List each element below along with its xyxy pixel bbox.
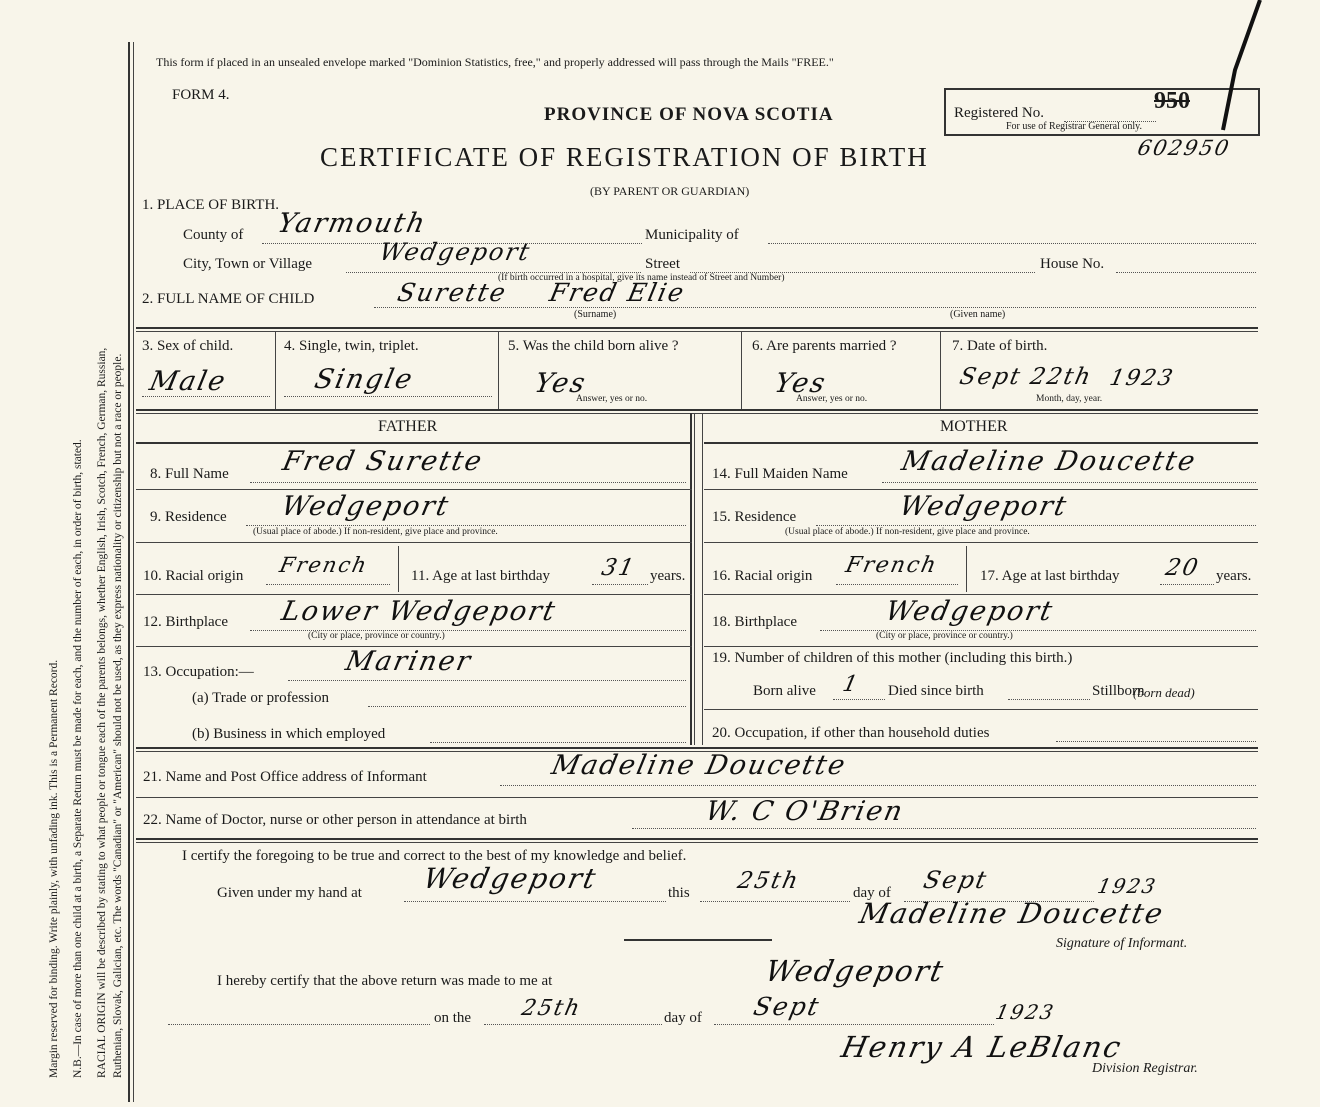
registrar-year-value: 1923 — [993, 1000, 1058, 1024]
given-day-line — [700, 901, 850, 902]
municipality-line — [768, 243, 1256, 244]
margin-note-racial-origin-1: RACIAL ORIGIN will be described by stating to what people or tongue each of the parents belongs, whether English, Irish, Scotch, French, German, Russian, — [96, 347, 108, 1078]
given-day-label: day of — [853, 885, 891, 901]
house-number-line — [1116, 272, 1256, 273]
father-racial-age-divider — [398, 546, 399, 592]
father-name-value: Fred Surette — [279, 446, 487, 477]
father-name-line — [250, 482, 686, 483]
registrar-month-line — [714, 1024, 994, 1025]
child-name-line — [374, 307, 1256, 308]
mother-birthplace-label: 18. Birthplace — [712, 614, 797, 630]
given-this-label: this — [668, 885, 690, 901]
given-place-value: Wedgeport — [420, 862, 601, 895]
father-business-label: (b) Business in which employed — [192, 726, 386, 742]
father-name-label: 8. Full Name — [150, 466, 229, 482]
signature-short-rule — [624, 939, 772, 941]
margin-rule-inner — [133, 42, 134, 1102]
divider-6-7 — [940, 331, 941, 409]
mother-racial-age-divider — [966, 546, 967, 592]
parents-married-label: 6. Are parents married ? — [752, 338, 897, 354]
father-birthplace-label: 12. Birthplace — [143, 614, 228, 630]
father-residence-line — [246, 525, 686, 526]
father-heading-rule — [136, 442, 692, 444]
mother-rule-4 — [704, 646, 1258, 647]
father-rule-2 — [136, 542, 692, 543]
date-of-birth-label: 7. Date of birth. — [952, 338, 1048, 354]
mother-birthplace-value: Wedgeport — [882, 596, 1057, 627]
mother-rule-2 — [704, 542, 1258, 543]
born-alive-value: Yes — [531, 368, 590, 399]
mother-birthplace-caption: (City or place, province or country.) — [876, 631, 1013, 641]
father-age-label: 11. Age at last birthday — [411, 568, 550, 584]
form-number: FORM 4. — [172, 87, 230, 103]
father-rule-3 — [136, 594, 692, 595]
mother-stillborn-note: (born dead) — [1133, 685, 1195, 700]
informant-line — [500, 785, 1256, 786]
informant-value: Madeline Doucette — [548, 750, 850, 781]
given-day-value: 25th — [735, 868, 803, 894]
mother-rule-3 — [704, 594, 1258, 595]
date-of-birth-year: 1923 — [1107, 366, 1177, 391]
father-age-value: 31 — [599, 555, 639, 581]
father-age-line — [592, 584, 648, 585]
father-racial-label: 10. Racial origin — [143, 568, 244, 584]
rule-after-parents — [136, 747, 1258, 749]
father-heading: FATHER — [378, 418, 438, 435]
given-year-value: 1923 — [1095, 874, 1160, 898]
on-the-label: on the — [434, 1010, 472, 1026]
mother-rule-1 — [704, 489, 1258, 490]
mother-name-label: 14. Full Maiden Name — [712, 466, 848, 482]
registered-number-value: 950 — [1154, 88, 1190, 114]
pencil-mark — [1205, 0, 1265, 150]
parents-married-caption: Answer, yes or no. — [796, 394, 868, 404]
margin-note-multiple-birth: N.B.—In case of more than one child at a birth, a Separate Return must be made for each, and the number of each, in order of birth, stated. — [72, 439, 84, 1078]
father-residence-label: 9. Residence — [150, 509, 227, 525]
street-label: Street — [645, 256, 680, 272]
father-trade-line — [368, 706, 686, 707]
signature-caption: Signature of Informant. — [1056, 936, 1188, 951]
mother-born-alive-label: Born alive — [753, 683, 816, 699]
mother-name-value: Madeline Doucette — [898, 446, 1200, 477]
certify-statement: I certify the foregoing to be true and correct to the best of my knowledge and belief. — [182, 848, 687, 864]
informant-label: 21. Name and Post Office address of Informant — [143, 769, 427, 785]
child-given-value: Fred Elie — [546, 278, 689, 307]
doctor-label: 22. Name of Doctor, nurse or other person in attendance at birth — [143, 812, 527, 828]
mother-age-value: 20 — [1163, 555, 1203, 581]
mother-column-border — [702, 413, 703, 745]
registered-number-label: Registered No. — [954, 105, 1044, 121]
father-age-unit: years. — [650, 568, 686, 584]
single-twin-label: 4. Single, twin, triplet. — [284, 338, 419, 354]
mother-residence-label: 15. Residence — [712, 509, 797, 525]
father-birthplace-value: Lower Wedgeport — [278, 596, 560, 627]
father-column-border-inner — [694, 413, 695, 745]
registrar-statement: I hereby certify that the above return was made to me at — [217, 973, 553, 989]
registrar-day-label: day of — [664, 1010, 702, 1026]
father-racial-value: French — [277, 553, 371, 577]
date-of-birth-value: Sept 22th — [957, 364, 1095, 390]
registrar-place-value: Wedgeport — [762, 954, 949, 988]
province-title: PROVINCE OF NOVA SCOTIA — [544, 104, 834, 125]
rule-after-name — [136, 327, 1258, 329]
given-place-line — [404, 901, 666, 902]
mother-age-label: 17. Age at last birthday — [980, 568, 1120, 584]
mother-occupation-label: 20. Occupation, if other than household duties — [712, 725, 990, 741]
margin-rule — [128, 42, 130, 1102]
city-value: Wedgeport — [377, 238, 534, 266]
certificate-subtitle: (BY PARENT OR GUARDIAN) — [590, 184, 750, 198]
father-rule-1 — [136, 489, 692, 490]
doctor-line — [632, 828, 1256, 829]
given-name-caption: (Given name) — [950, 309, 1006, 320]
child-surname-value: Surette — [394, 278, 510, 307]
child-name-label: 2. FULL NAME OF CHILD — [142, 291, 315, 307]
rule-after-doctor — [136, 838, 1258, 840]
mother-residence-value: Wedgeport — [896, 491, 1071, 522]
father-trade-label: (a) Trade or profession — [192, 690, 330, 706]
rule-after-name-inner — [136, 331, 1258, 332]
mother-stillborn-label: Stillborn — [1092, 683, 1145, 699]
margin-note-binding: Margin reserved for binding. Write plainly, with unfading ink. This is a Permanent Record. — [48, 659, 60, 1078]
county-label: County of — [183, 227, 244, 243]
divider-4-5 — [498, 331, 499, 409]
father-racial-line — [266, 584, 390, 585]
rule-after-doctor-inner — [136, 842, 1258, 843]
father-occupation-line — [288, 680, 686, 681]
divider-3-4 — [275, 331, 276, 409]
born-alive-label: 5. Was the child born alive ? — [508, 338, 679, 354]
margin-note-racial-origin-2: Ruthenian, Slovak, Galician, etc. The words "Canadian" or "American" should not be used, as they express nationality or citizenship but not a race or people. — [112, 353, 124, 1078]
father-residence-value: Wedgeport — [278, 491, 453, 522]
parents-married-value: Yes — [771, 368, 830, 399]
given-label: Given under my hand at — [217, 885, 362, 901]
rule-after-row3-inner — [136, 413, 1258, 414]
city-label: City, Town or Village — [183, 256, 313, 272]
surname-caption: (Surname) — [574, 309, 617, 320]
doctor-value: W. C O'Brien — [702, 796, 908, 827]
registrar-month-value: Sept — [750, 992, 824, 1021]
single-twin-value: Single — [311, 364, 417, 395]
mother-racial-value: French — [843, 553, 941, 578]
registrar-note: For use of Registrar General only. — [1006, 121, 1142, 132]
registrar-day-line — [484, 1024, 662, 1025]
born-alive-caption: Answer, yes or no. — [576, 394, 648, 404]
certificate-title: CERTIFICATE OF REGISTRATION OF BIRTH — [320, 142, 929, 172]
informant-signature: Madeline Doucette — [856, 897, 1168, 930]
mother-age-line — [1160, 584, 1214, 585]
sex-line — [142, 396, 270, 397]
father-occupation-value: Mariner — [342, 646, 475, 677]
sex-label: 3. Sex of child. — [142, 338, 234, 354]
mother-racial-line — [836, 584, 958, 585]
father-occupation-label: 13. Occupation:— — [143, 664, 254, 680]
mother-occupation-line — [1056, 741, 1256, 742]
mother-residence-caption: (Usual place of abode.) If non-resident, give place and province. — [785, 527, 1030, 537]
given-month-value: Sept — [921, 866, 991, 894]
mother-residence-line — [816, 525, 1256, 526]
registrar-day-value: 25th — [519, 996, 584, 1021]
county-value: Yarmouth — [274, 208, 430, 239]
street-note: (If birth occurred in a hospital, give its name instead of Street and Number) — [498, 273, 785, 283]
mother-died-label: Died since birth — [888, 683, 984, 699]
mother-heading-rule — [704, 442, 1258, 444]
registrar-signature: Henry A LeBlanc — [838, 1030, 1126, 1064]
mother-heading: MOTHER — [940, 418, 1008, 435]
place-of-birth-label: 1. PLACE OF BIRTH. — [142, 197, 280, 213]
divider-5-6 — [741, 331, 742, 409]
father-residence-caption: (Usual place of abode.) If non-resident, give place and province. — [253, 527, 498, 537]
rule-after-row3 — [136, 409, 1258, 411]
file-number: 602950 — [1135, 136, 1233, 160]
sex-value: Male — [146, 366, 230, 397]
mother-born-alive-line — [833, 699, 885, 700]
mother-died-line — [1008, 699, 1090, 700]
father-birthplace-caption: (City or place, province or country.) — [308, 631, 445, 641]
mother-children-label: 19. Number of children of this mother (including this birth.) — [712, 650, 1073, 666]
mother-rule-5 — [704, 709, 1258, 710]
mother-name-line — [882, 482, 1256, 483]
mother-racial-label: 16. Racial origin — [712, 568, 813, 584]
mother-age-unit: years. — [1216, 568, 1252, 584]
municipality-label: Municipality of — [645, 227, 739, 243]
father-column-border — [690, 413, 692, 745]
date-of-birth-caption: Month, day, year. — [1036, 394, 1103, 404]
registrar-lead-line — [168, 1024, 430, 1025]
registrar-caption: Division Registrar. — [1092, 1061, 1198, 1076]
mail-note: This form if placed in an unsealed envelope marked "Dominion Statistics, free," and properly addressed will pass through the Mails "FREE." — [156, 55, 834, 69]
mother-born-alive-value: 1 — [840, 672, 862, 697]
house-number-label: House No. — [1040, 256, 1105, 272]
rule-after-informant — [136, 797, 1258, 798]
father-business-line — [430, 742, 686, 743]
single-twin-line — [284, 396, 492, 397]
